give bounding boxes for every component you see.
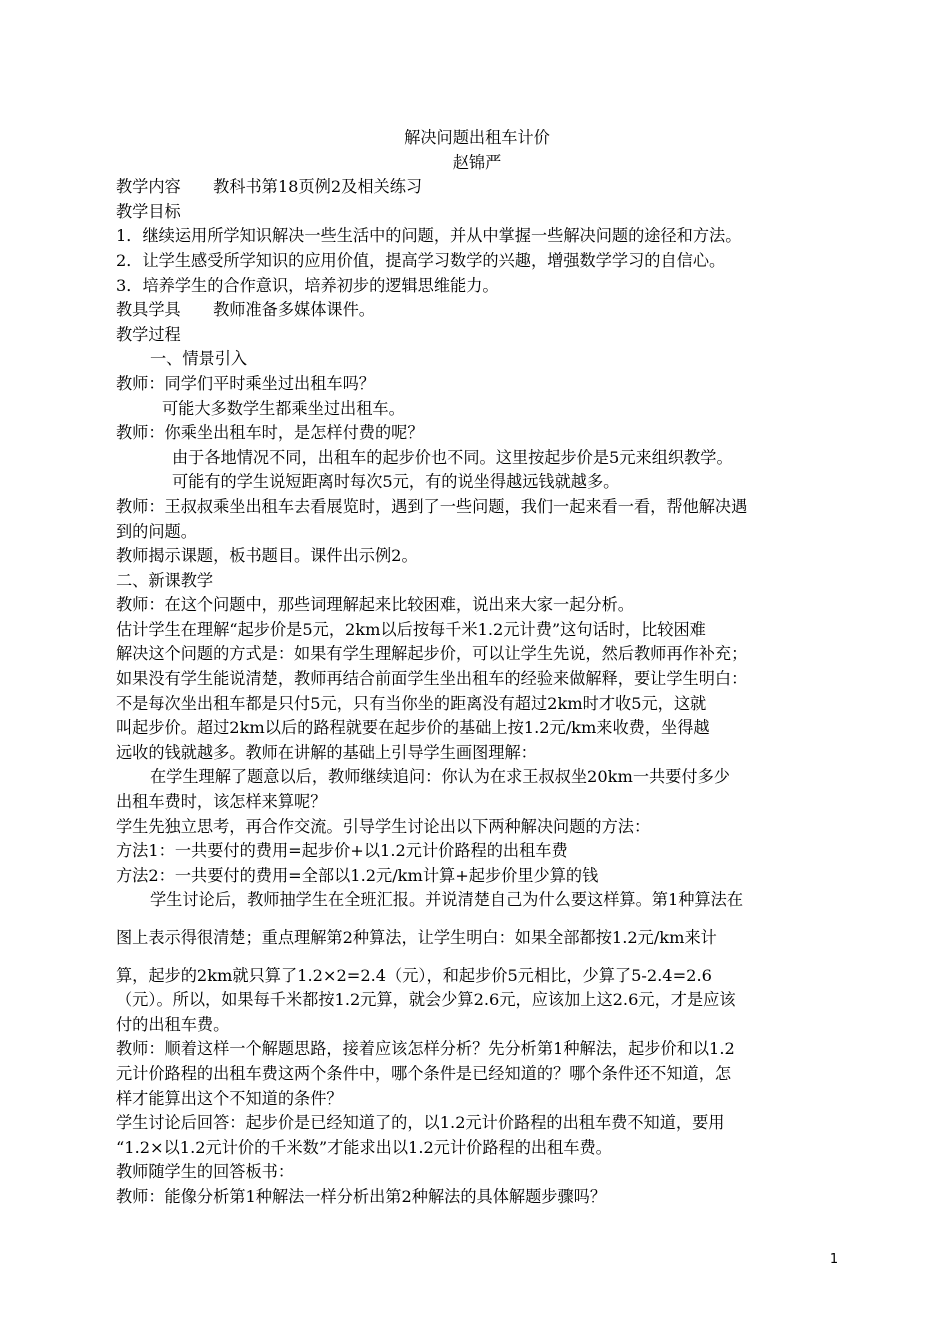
document-body (116, 126, 838, 1210)
text-line: “1.2×以1.2元计价的千米数”才能求出以1.2元计价路程的出租车费。 (116, 1137, 612, 1157)
text-line: 教师：你乘坐出租车时，是怎样付费的呢？ (116, 423, 424, 443)
text-line: 教师揭示课题，板书题目。课件出示例2。 (116, 546, 418, 566)
text-line: 教师随学生的回答板书： (116, 1162, 295, 1182)
section-heading: 二、新课教学 (116, 570, 214, 590)
document-author: 赵锦严 (452, 152, 502, 172)
text-line: 估计学生在理解“起步价是5元，2km以后按每千米1.2元计费”这句话时，比较困难 (116, 619, 706, 639)
text-line: 教学过程 (116, 324, 181, 344)
text-line: 教学目标 (116, 201, 181, 221)
text-line: 如果没有学生能说清楚，教师再结合前面学生坐出租车的经验来做解释，要让学生明白： (116, 669, 748, 689)
text-line: 教师：能像分析第1种解法一样分析出第2种解法的具体解题步骤吗？ (116, 1186, 607, 1206)
text-line: 图上表示得很清楚；重点理解第2种算法，让学生明白：如果全部都按1.2元/km来计 (116, 928, 717, 947)
text-line: 教学内容 教科书第18页例2及相关练习 (116, 177, 423, 197)
text-line: 1．继续运用所学知识解决一些生活中的问题，并从中掌握一些解决问题的途径和方法。 (116, 226, 742, 246)
text-line: 在学生理解了题意以后，教师继续追问：你认为在求王叔叔坐20km一共要付多少 (150, 767, 730, 787)
text-line: 由于各地情况不同，出租车的起步价也不同。这里按起步价是5元来组织教学。 (172, 447, 733, 467)
section-heading: 一、情景引入 (150, 349, 248, 369)
method-line: 方法2：一共要付的费用=全部以1.2元/km计算+起步价里少算的钱 (116, 865, 599, 885)
text-line: 算，起步的2km就只算了1.2×2=2.4（元），和起步价5元相比，少算了5-2.4=2.6 (116, 965, 712, 985)
page-number: 1 (829, 1252, 839, 1267)
text-line: 学生讨论后回答：起步价是已经知道了的，以1.2元计价路程的出租车费不知道，要用 (116, 1113, 725, 1133)
text-line: 学生先独立思考，再合作交流。引导学生讨论出以下两种解决问题的方法： (116, 816, 651, 836)
text-line: 教师：顺着这样一个解题思路，接着应该怎样分析？先分析第1种解法，起步价和以1.2 (116, 1039, 735, 1059)
text-line: 可能大多数学生都乘坐过出租车。 (162, 398, 405, 418)
text-line: 教师：王叔叔乘坐出租车去看展览时，遇到了一些问题，我们一起来看一看，帮他解决遇 (116, 496, 748, 516)
text-line: 付的出租车费。 (116, 1014, 230, 1034)
text-line: 教师：在这个问题中，那些词理解起来比较困难，说出来大家一起分析。 (116, 595, 634, 615)
method-line: 方法1：一共要付的费用=起步价+以1.2元计价路程的出租车费 (116, 841, 568, 861)
text-line: 解决这个问题的方式是：如果有学生理解起步价，可以让学生先说，然后教师再作补充； (116, 644, 748, 664)
text-line: 教师：同学们平时乘坐过出租车吗？ (116, 373, 375, 393)
text-line: 教具学具 教师准备多媒体课件。 (116, 300, 375, 320)
document-title: 解决问题出租车计价 (404, 128, 550, 147)
text-line: 3．培养学生的合作意识，培养初步的逻辑思维能力。 (116, 275, 499, 295)
text-line: 叫起步价。超过2km以后的路程就要在起步价的基础上按1.2元/km来收费，坐得越 (116, 718, 710, 738)
text-line: 元计价路程的出租车费这两个条件中，哪个条件是已经知道的？哪个条件还不知道，怎 (116, 1063, 732, 1083)
text-line: 不是每次坐出租车都是只付5元，只有当你坐的距离没有超过2km时才收5元，这就 (116, 693, 707, 713)
text-line: 到的问题。 (116, 521, 197, 541)
text-line: （元）。所以，如果每千米都按1.2元算，就会少算2.6元，应该加上这2.6元，才是应该 (116, 990, 736, 1010)
text-line: 可能有的学生说短距离时每次5元，有的说坐得越远钱就越多。 (172, 472, 620, 492)
text-line: 2．让学生感受所学知识的应用价值，提高学习数学的兴趣，增强数学学习的自信心。 (116, 250, 726, 270)
text-line: 出租车费时，该怎样来算呢？ (116, 792, 327, 812)
text-line: 远收的钱就越多。教师在讲解的基础上引导学生画图理解： (116, 742, 537, 762)
text-line: 样才能算出这个不知道的条件？ (116, 1088, 343, 1108)
text-line: 学生讨论后，教师抽学生在全班汇报。并说清楚自己为什么要这样算。第1种算法在 (150, 890, 744, 910)
